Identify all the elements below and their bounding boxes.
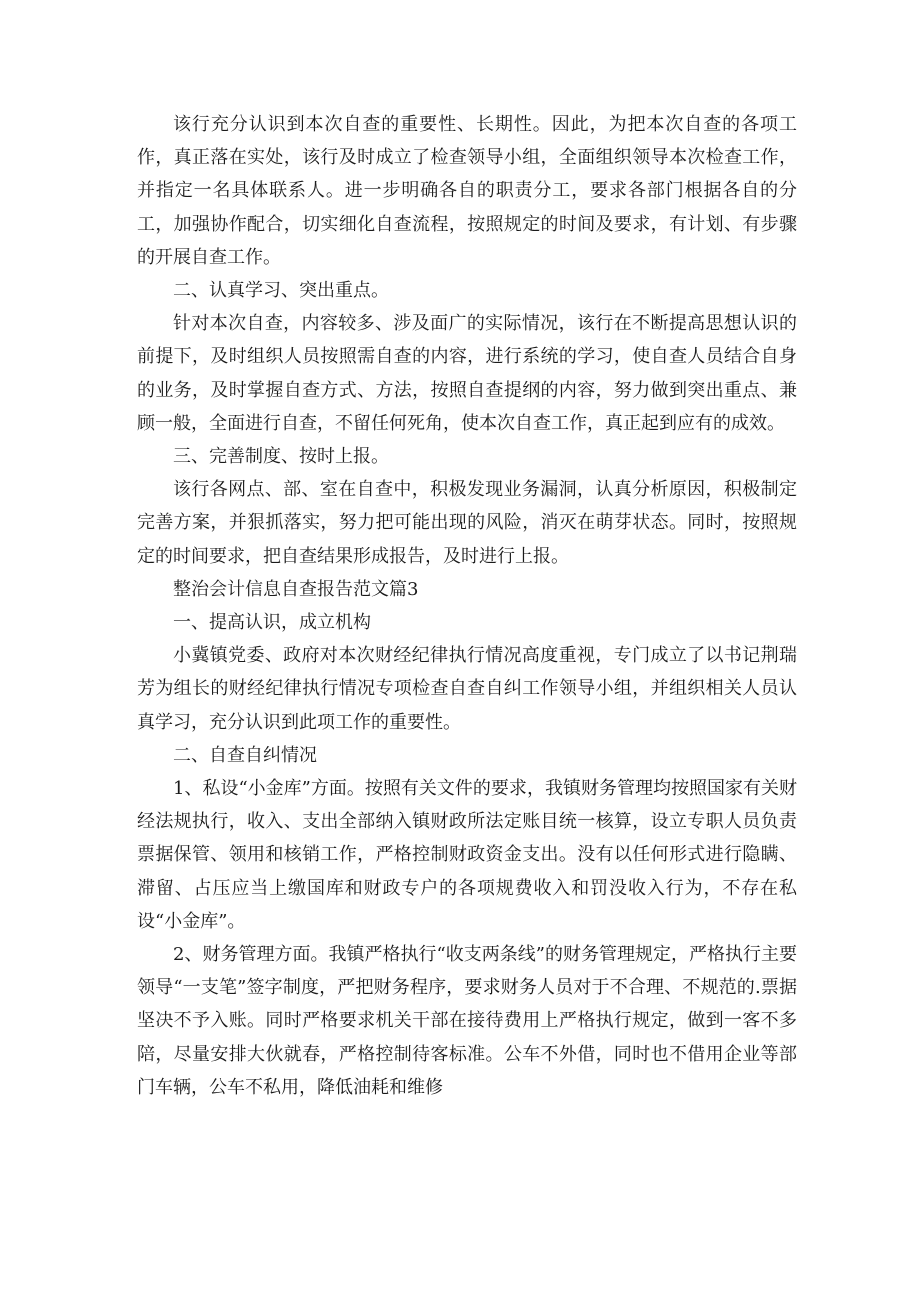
section-heading-self-correction: 二、自查自纠情况 <box>173 744 317 766</box>
paragraph-leadership-group: 小冀镇党委、政府对本次财经纪律执行情况高度重视，专门成立了以书记荆瑞芳为组长的财经纪律执行情况专项检查自查自纠工作领导小组，并组织相关人员认真学习，充分认识到此项工作的重要性。 <box>137 645 797 733</box>
article-title-part3: 整治会计信息自查报告范文篇3 <box>173 578 419 600</box>
section-heading-system: 三、完善制度、按时上报。 <box>173 446 389 468</box>
section-heading-awareness: 一、提高认识，成立机构 <box>173 612 371 634</box>
paragraph-financial-management: 2、财务管理方面。我镇严格执行“收支两条线”的财务管理规定，严格执行主要领导“一支笔”签字制度，严把财务程序，要求财务人员对于不合理、不规范的.票据坚决不予入账。同时严格要求机关干部在接待费用上严格执行规定，做到一客不多陪，尽量安排大伙就春，严格控制待客标准。公车不外借，同时也不借用企业等部门车辆，公车不私用，降低油耗和维修 <box>137 944 797 1098</box>
document-page <box>137 108 797 1104</box>
paragraph-system-report: 该行各网点、部、室在自查中，积极发现业务漏洞，认真分析原因，积极制定完善方案，并狠抓落实，努力把可能出现的风险，消灭在萌芽状态。同时，按照规定的时间要求，把自查结果形成报告，及时进行上报。 <box>137 479 797 567</box>
paragraph-self-inspection-importance: 该行充分认识到本次自查的重要性、长期性。因此，为把本次自查的各项工作，真正落在实处，该行及时成立了检查领导小组，全面组织领导本次检查工作，并指定一名具体联系人。进一步明确各自的职责分工，要求各部门根据各自的分工，加强协作配合，切实细化自查流程，按照规定的时间及要求，有计划、有步骤的开展自查工作。 <box>137 114 797 268</box>
paragraph-study-focus: 针对本次自查，内容较多、涉及面广的实际情况，该行在不断提高思想认识的前提下，及时组织人员按照需自查的内容，进行系统的学习，使自查人员结合自身的业务，及时掌握自查方式、方法，按照自查提纲的内容，努力做到突出重点、兼顾一般，全面进行自查，不留任何死角，使本次自查工作，真正起到应有的成效。 <box>137 313 797 434</box>
paragraph-small-treasury: 1、私设“小金库”方面。按照有关文件的要求，我镇财务管理均按照国家有关财经法规执行，收入、支出全部纳入镇财政所法定账目统一核算，设立专职人员负责票据保管、领用和核销工作，严格控制财政资金支出。没有以任何形式进行隐瞒、滞留、占压应当上缴国库和财政专户的各项规费收入和罚没收入行为，不存在私设“小金库”。 <box>137 778 797 932</box>
section-heading-study: 二、认真学习、突出重点。 <box>173 280 389 302</box>
